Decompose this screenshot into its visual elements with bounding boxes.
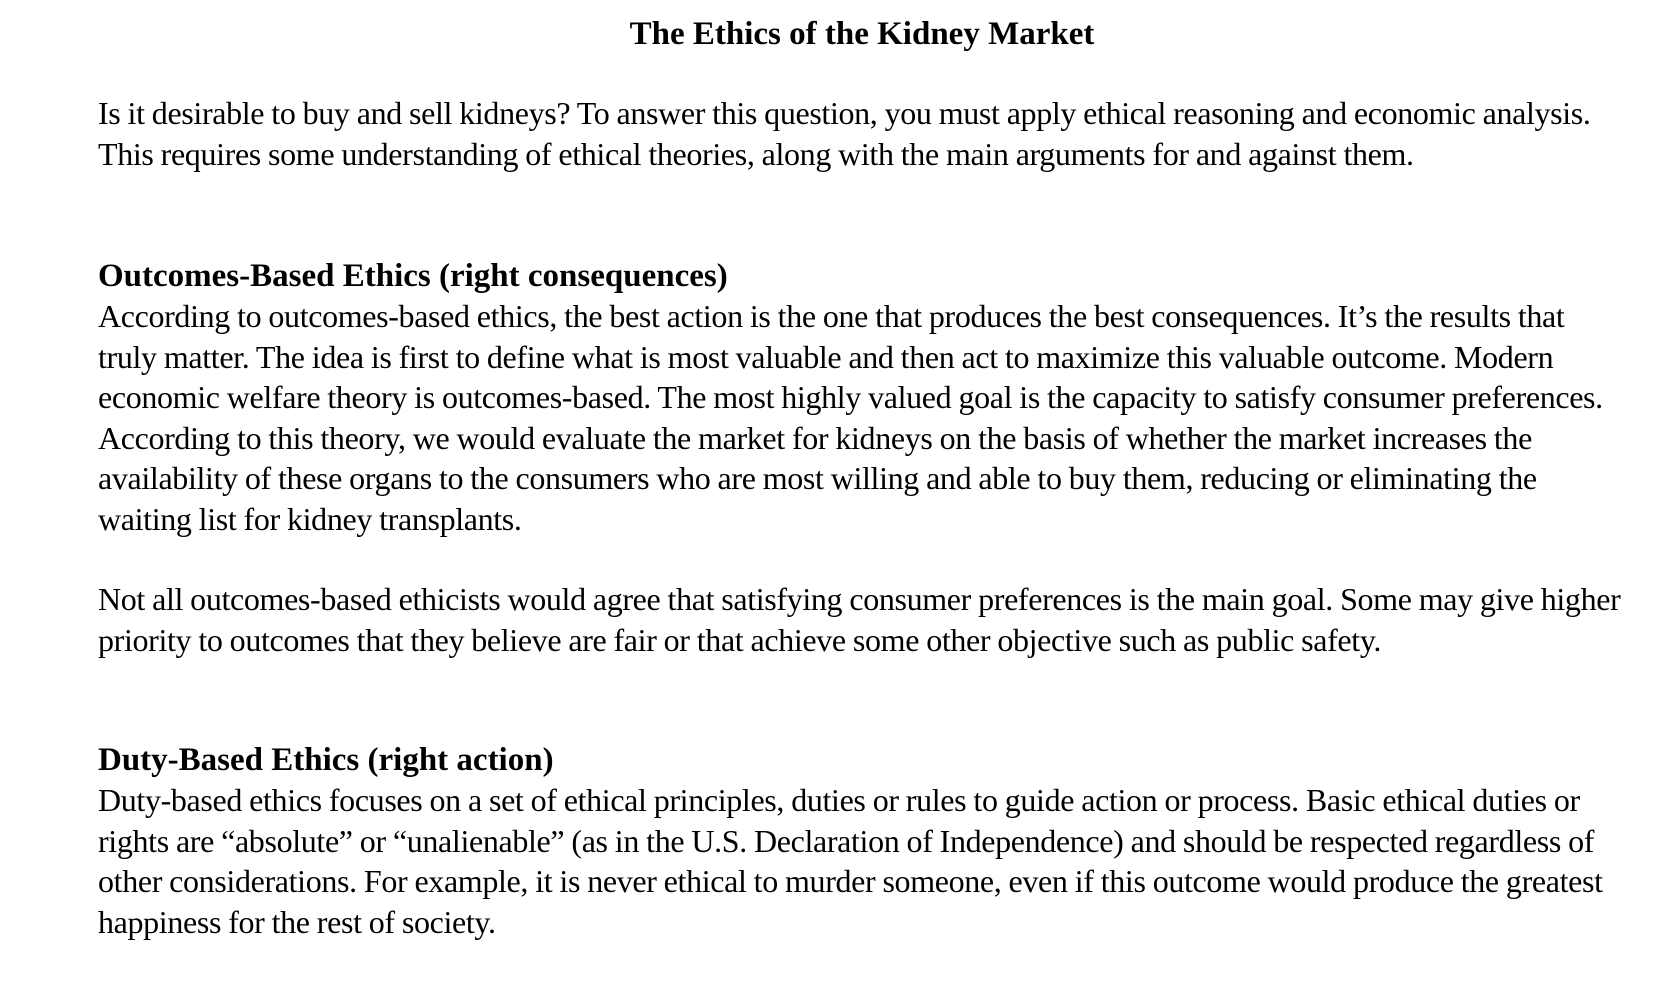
outcomes-based-ethics-paragraph: According to outcomes-based ethics, the best action is the one that produces the best consequences. It’s the results that truly matter. The idea is first to define what is most valuable and then act to maximize this valuable outcome. Modern economic welfare theory is outcomes-based. The most highly valued goal is the capacity to satisfy consumer preferences. According to this theory, we would evaluate the market for kidneys on the basis of whether the market increases the availability of these organs to the consumers who are most willing and able to buy them, reducing or eliminating the waiting list for kidney transplants. [98, 298, 1603, 537]
outcomes-based-ethics-goals-paragraph: Not all outcomes-based ethicists would agree that satisfying consumer preferences is the main goal. Some may give higher priority to outcomes that they believe are fair or that achieve some other objective such as public safety. [98, 581, 1621, 658]
intro-paragraph: Is it desirable to buy and sell kidneys? To answer this question, you must apply ethical reasoning and economic analysis. This requires some understanding of ethical theories, along with the main arguments for and against them. [98, 95, 1591, 172]
document-title: The Ethics of the Kidney Market [629, 16, 1095, 52]
duty-based-ethics-paragraph: Duty-based ethics focuses on a set of ethical principles, duties or rules to guide action or process. Basic ethical duties or rights are “absolute” or “unalienable” (as in the U.S. Declaration of Independence) and should be respected regardless of other considerations. For example, it is never ethical to murder someone, even if this outcome would produce the greatest happiness for the rest of society. [98, 782, 1603, 940]
section-heading-outcomes-based-ethics: Outcomes-Based Ethics (right consequences) [98, 258, 728, 294]
section-heading-duty-based-ethics: Duty-Based Ethics (right action) [98, 742, 554, 778]
